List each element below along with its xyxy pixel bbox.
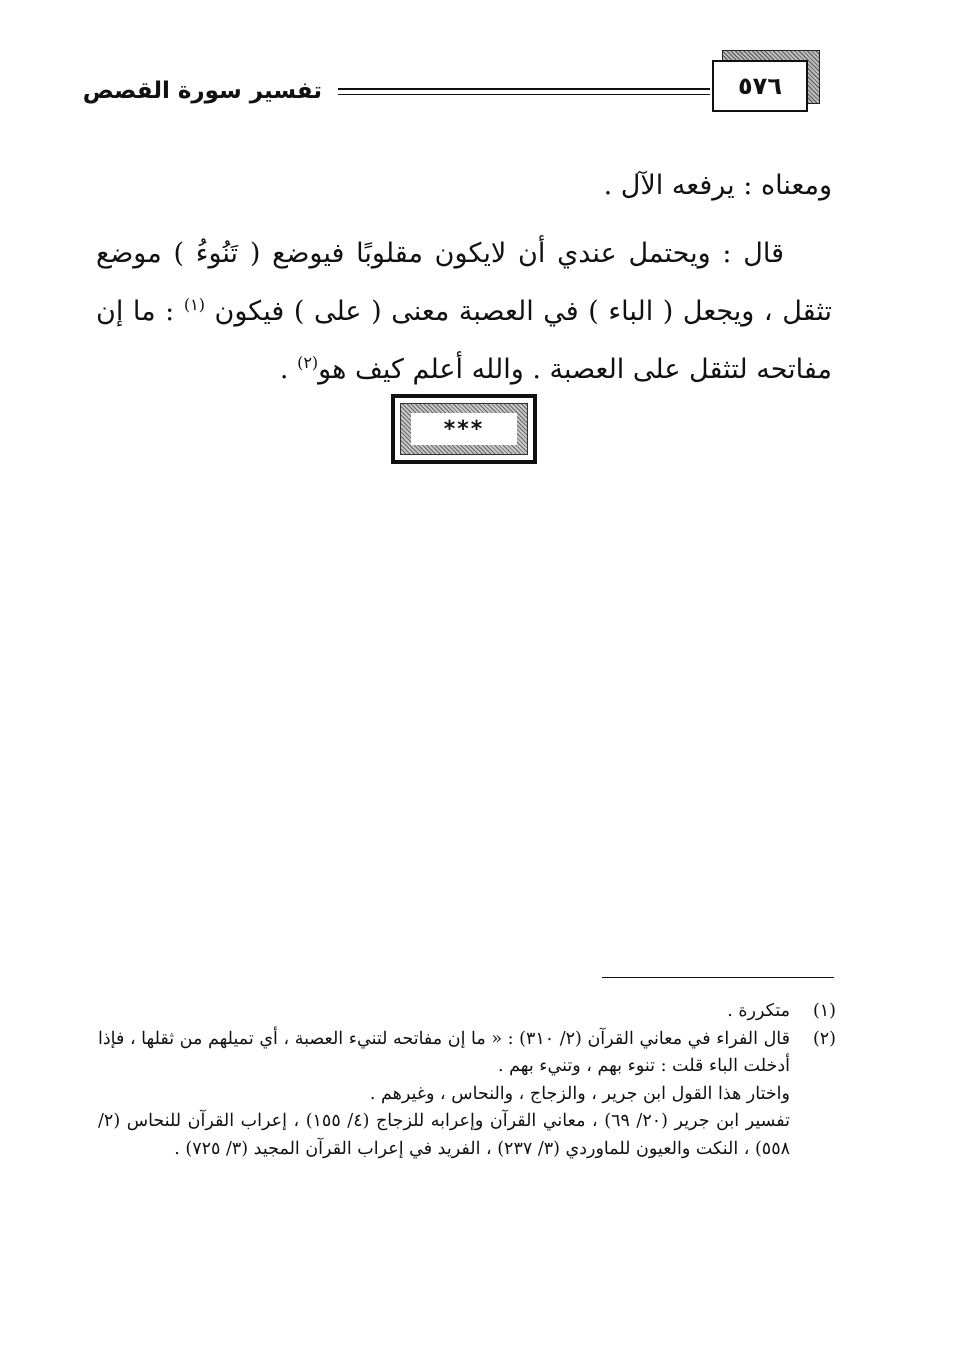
separator-stars: *** [411, 413, 517, 445]
footnote-1-line: متكررة . [727, 1001, 790, 1021]
footnote-1 [98, 998, 836, 1026]
header-rule [338, 88, 710, 95]
footnote-1-number: (١) [812, 1001, 836, 1021]
running-title: تفسير سورة القصص [82, 78, 322, 104]
paragraph-2-text-c: . [279, 354, 298, 385]
footnote-2-number: (٢) [812, 1028, 836, 1049]
footnote-2-line: تفسير ابن جرير (٢٠/ ٦٩) ، معاني القرآن وإعرابه للزجاج (٤/ ١٥٥) ، إعراب القرآن للنحاس (٢/ ٥٥٨) ، النكت والعيون للماوردي (٣/ ٢٣٧) ، الفريد في إعراب القرآن المجيد (٣/ ٧٢٥) . [98, 1111, 790, 1159]
footnote-rule [602, 977, 834, 978]
footnote-2 [98, 1026, 836, 1164]
footnotes [98, 998, 836, 1163]
paragraph-1: ومعناه : يرفعه الآل . [603, 170, 832, 201]
paragraph-2-text-a: قال : ويحتمل عندي أن لايكون مقلوبًا فيوضع ( تَنُوءُ ) موضع تثقل ، ويجعل ( الباء ) في العصبة معنى ( على ) فيكون [96, 238, 832, 327]
paragraph-2-text-b: : ما إن مفاتحه لتثقل على العصبة . والله أعلم كيف هو [96, 296, 832, 385]
footnote-2-line: قال الفراء في معاني القرآن (٢/ ٣١٠) : « ما إن مفاتحه لتنيء العصبة ، أي تميلهم من ثقلها ، فإذا أدخلت الباء قلت : تنوء بهم ، وتنيء بهم . [98, 1028, 790, 1076]
page-number-box [712, 50, 818, 110]
page-number: ٥٧٦ [712, 60, 808, 112]
footnote-ref-2: (٢) [297, 353, 319, 372]
footnote-2-line: واختار هذا القول ابن جرير ، والزجاج ، والنحاس ، وغيرهم . [369, 1083, 790, 1104]
footnote-ref-1: (١) [183, 295, 205, 314]
section-separator [391, 394, 537, 464]
paragraph-2 [96, 228, 832, 395]
